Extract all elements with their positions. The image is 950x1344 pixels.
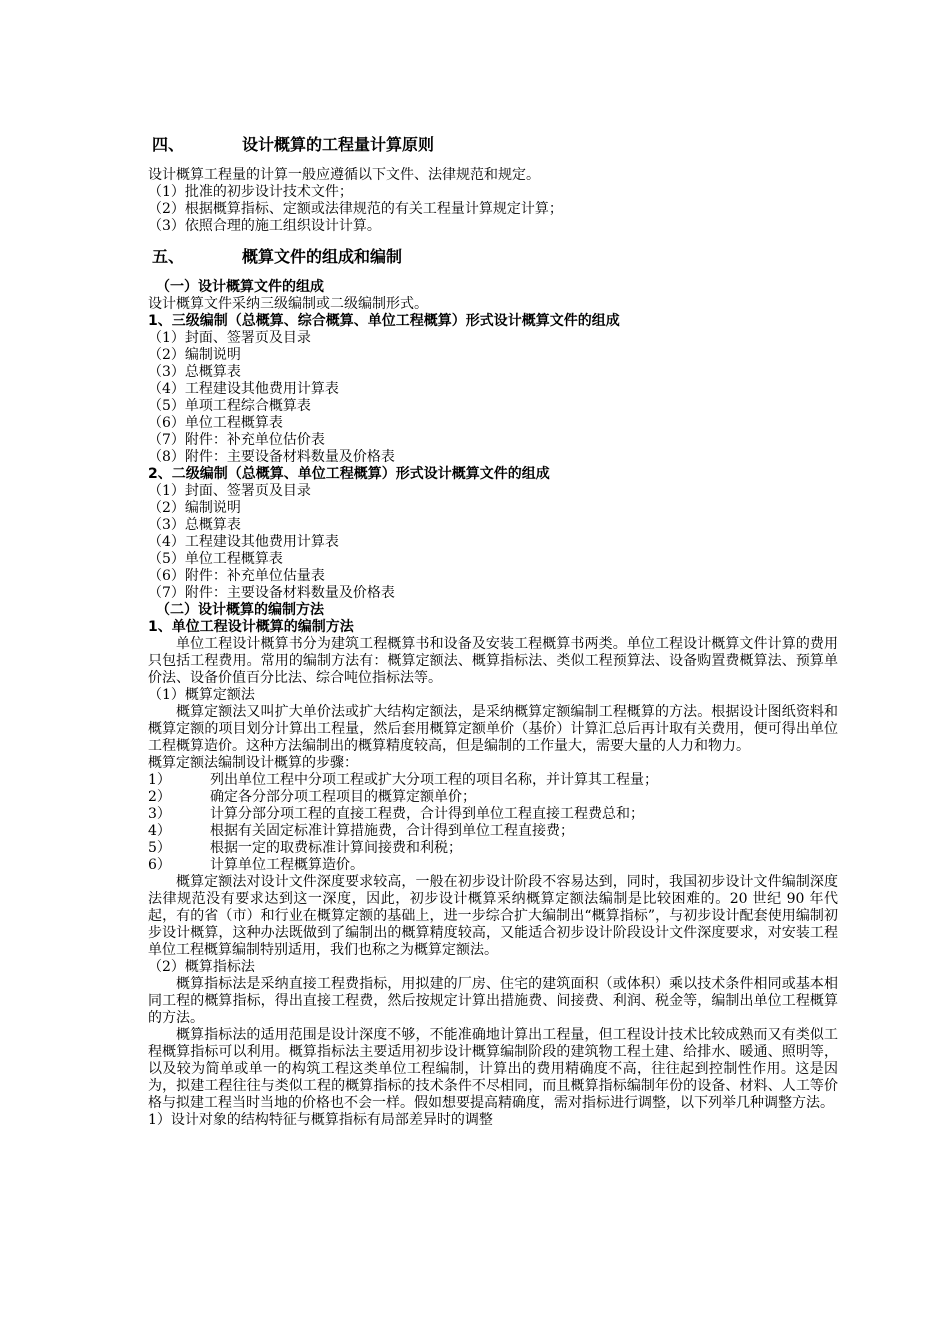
three-level-item: （1）封面、签署页及目录 <box>148 330 311 346</box>
three-level-item: （7）附件：补充单位估价表 <box>148 432 325 448</box>
two-level-item: （2）编制说明 <box>148 500 241 516</box>
method-1-step: 1） 列出单位工程中分项工程或扩大分项工程的项目名称，并计算其工程量； <box>148 772 658 788</box>
method-2-adjustment-1: 1）设计对象的结构特征与概算指标有局部差异时的调整 <box>148 1112 493 1128</box>
section-5-title: 概算文件的组成和编制 <box>242 247 403 266</box>
method-1-title: （1）概算定额法 <box>148 687 255 703</box>
two-level-item: （1）封面、签署页及目录 <box>148 483 311 499</box>
unit-method-paragraph: 单位工程设计概算书分为建筑工程概算书和设备及安装工程概算书两类。单位工程设计概算文件计算的费用只包括工程费用。常用的编制方法有：概算定额法、概算指标法、类似工程预算法、设备购置费概算法、预算单价法、设备价值百分比法、综合吨位指标法等。 <box>148 636 838 686</box>
subsection-1-intro: 设计概算文件采纳三级编制或二级编制形式。 <box>148 296 428 312</box>
method-1-steps-intro: 概算定额法编制设计概算的步骤： <box>148 755 358 771</box>
unit-method-heading: 1、单位工程设计概算的编制方法 <box>148 619 354 635</box>
method-1-paragraph-2: 概算定额法对设计文件深度要求较高，一般在初步设计阶段不容易达到，同时，我国初步设计文件编制深度法律规范没有要求达到这一深度，因此，初步设计概算采纳概算定额法编制是比较困难的。20 世纪 90 年代起，有的省（市）和行业在概算定额的基础上，进一步综合扩大编制出“概算指标”，与初步设计配套使用编制初步设计概算，这种办法既做到了编制出的概算精度较高，又能适合初步设计阶段设计文件深度要求，对安装工程单位工程概算编制特别适用，我们也称之为概算定额法。 <box>148 874 838 958</box>
method-2-paragraph-1: 概算指标法是采纳直接工程费指标，用拟建的厂房、住宅的建筑面积（或体积）乘以技术条件相同或基本相同工程的概算指标，得出直接工程费，然后按规定计算出措施费、间接费、利润、税金等，编制出单位工程概算的方法。 <box>148 976 838 1026</box>
section-5-heading <box>148 246 838 268</box>
section-4-title: 设计概算的工程量计算原则 <box>242 135 435 154</box>
two-level-item: （6）附件：补充单位估量表 <box>148 568 325 584</box>
section-5-number: 五、 <box>152 247 185 266</box>
method-1-step: 6） 计算单位工程概算造价。 <box>148 857 364 873</box>
method-2-title: （2）概算指标法 <box>148 959 255 975</box>
section-4-number: 四、 <box>152 135 185 154</box>
subsection-1-heading: （一）设计概算文件的组成 <box>156 279 324 295</box>
three-level-item: （3）总概算表 <box>148 364 241 380</box>
document-content <box>148 134 838 1129</box>
two-level-item: （5）单位工程概算表 <box>148 551 283 567</box>
section-4-item: （2）根据概算指标、定额或法律规范的有关工程量计算规定计算； <box>148 201 563 217</box>
method-2-paragraph-2: 概算指标法的适用范围是设计深度不够，不能准确地计算出工程量，但工程设计技术比较成熟而又有类似工程概算指标可以利用。概算指标法主要适用初步设计概算编制阶段的建筑物工程土建、给排水、暖通、照明等，以及较为简单或单一的构筑工程这类单位工程编制，计算出的费用精确度不高，往往起到控制性作用。这是因为，拟建工程往往与类似工程的概算指标的技术条件不尽相同，而且概算指标编制年份的设备、材料、人工等价格与拟建工程当时当地的价格也不会一样。假如想要提高精确度，需对指标进行调整，以下列举几种调整方法。 <box>148 1027 838 1111</box>
section-4-item: （3）依照合理的施工组织设计计算。 <box>148 218 381 234</box>
method-1-step: 4） 根据有关固定标准计算措施费，合计得到单位工程直接费； <box>148 823 574 839</box>
three-level-item: （8）附件：主要设备材料数量及价格表 <box>148 449 395 465</box>
three-level-item: （6）单位工程概算表 <box>148 415 283 431</box>
method-1-step: 3） 计算分部分项工程的直接工程费，合计得到单位工程直接工程费总和； <box>148 806 644 822</box>
three-level-item: （4）工程建设其他费用计算表 <box>148 381 339 397</box>
three-level-item: （5）单项工程综合概算表 <box>148 398 311 414</box>
method-1-step: 5） 根据一定的取费标准计算间接费和利税； <box>148 840 462 856</box>
three-level-item: （2）编制说明 <box>148 347 241 363</box>
section-4-heading <box>148 134 838 156</box>
two-level-item: （7）附件：主要设备材料数量及价格表 <box>148 585 395 601</box>
method-1-paragraph: 概算定额法又叫扩大单价法或扩大结构定额法，是采纳概算定额编制工程概算的方法。根据设计图纸资料和概算定额的项目划分计算出工程量，然后套用概算定额单价（基价）计算汇总后再计取有关费用，便可得出单位工程概算造价。这种方法编制出的概算精度较高，但是编制的工作量大，需要大量的人力和物力。 <box>148 704 838 754</box>
subsection-2-heading: （二）设计概算的编制方法 <box>156 602 324 618</box>
two-level-item: （4）工程建设其他费用计算表 <box>148 534 339 550</box>
section-4-item: （1）批准的初步设计技术文件； <box>148 184 353 200</box>
three-level-heading: 1、三级编制（总概算、综合概算、单位工程概算）形式设计概算文件的组成 <box>148 313 620 329</box>
two-level-heading: 2、二级编制（总概算、单位工程概算）形式设计概算文件的组成 <box>148 466 550 482</box>
section-4-intro: 设计概算工程量的计算一般应遵循以下文件、法律规范和规定。 <box>148 167 540 183</box>
method-1-step: 2） 确定各分部分项工程项目的概算定额单价； <box>148 789 476 805</box>
two-level-item: （3）总概算表 <box>148 517 241 533</box>
